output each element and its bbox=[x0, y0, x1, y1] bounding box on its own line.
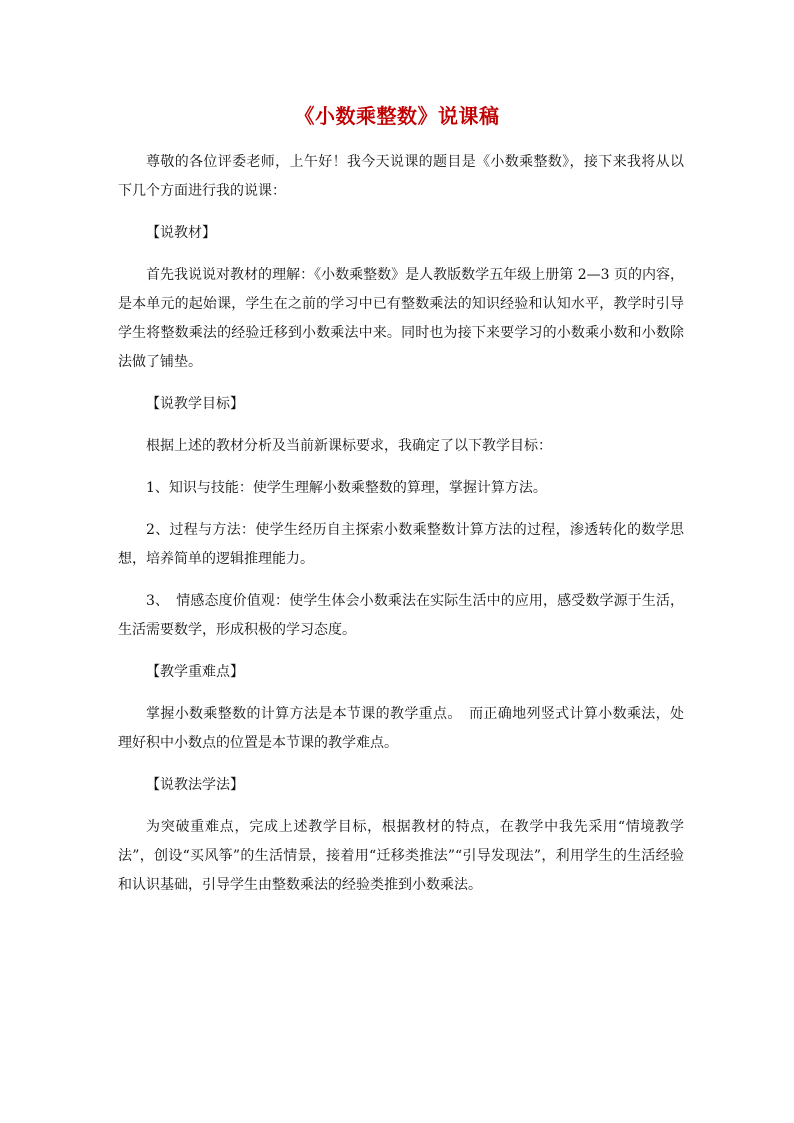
section-heading-methods: 【说教法学法】 bbox=[146, 777, 244, 793]
section-heading-objectives: 【说教学目标】 bbox=[146, 396, 244, 412]
section-heading-textbook: 【说教材】 bbox=[146, 225, 216, 241]
methods-paragraph: 为突破重难点，完成上述教学目标，根据教材的特点，在教学中我先采用“情境教学法”，创设“买风筝”的生活情景，接着用“迁移类推法”“引导发现法”，利用学生的生活经验和认识基础，引导学生由整数乘法的经验类推到小数乘法。 bbox=[118, 819, 684, 893]
textbook-paragraph: 首先我说说对教材的理解：《小数乘整数》是人教版数学五年级上册第 2—3 页的内容，是本单元的起始课，学生在之前的学习中已有整数乘法的知识经验和认知水平，教学时引导学生将整数乘法的经验迁移到小数乘法中来。同时也为接下来要学习的小数乘小数和小数除法做了铺垫。 bbox=[118, 267, 684, 370]
intro-paragraph: 尊敬的各位评委老师，上午好！我今天说课的题目是《小数乘整数》，接下来我将从以下几个方面进行我的说课： bbox=[118, 154, 684, 199]
objective-attitude-paragraph: 3、 情感态度价值观：使学生体会小数乘法在实际生活中的应用，感受数学源于生活，生活需要数学，形成积极的学习态度。 bbox=[118, 593, 684, 638]
document-body bbox=[118, 148, 684, 913]
objectives-intro-paragraph: 根据上述的教材分析及当前新课标要求，我确定了以下教学目标： bbox=[146, 438, 552, 454]
section-heading-key-points: 【教学重难点】 bbox=[146, 664, 244, 680]
key-points-paragraph: 掌握小数乘整数的计算方法是本节课的教学重点。 而正确地列竖式计算小数乘法，处理好积中小数点的位置是本节课的教学难点。 bbox=[118, 706, 684, 751]
document-title: 《小数乘整数》说课稿 bbox=[294, 104, 500, 128]
objective-process-paragraph: 2、过程与方法：使学生经历自主探索小数乘整数计算方法的过程，渗透转化的数学思想，培养简单的逻辑推理能力。 bbox=[118, 522, 684, 567]
objective-knowledge-paragraph: 1、知识与技能：使学生理解小数乘整数的算理，掌握计算方法。 bbox=[146, 480, 547, 496]
